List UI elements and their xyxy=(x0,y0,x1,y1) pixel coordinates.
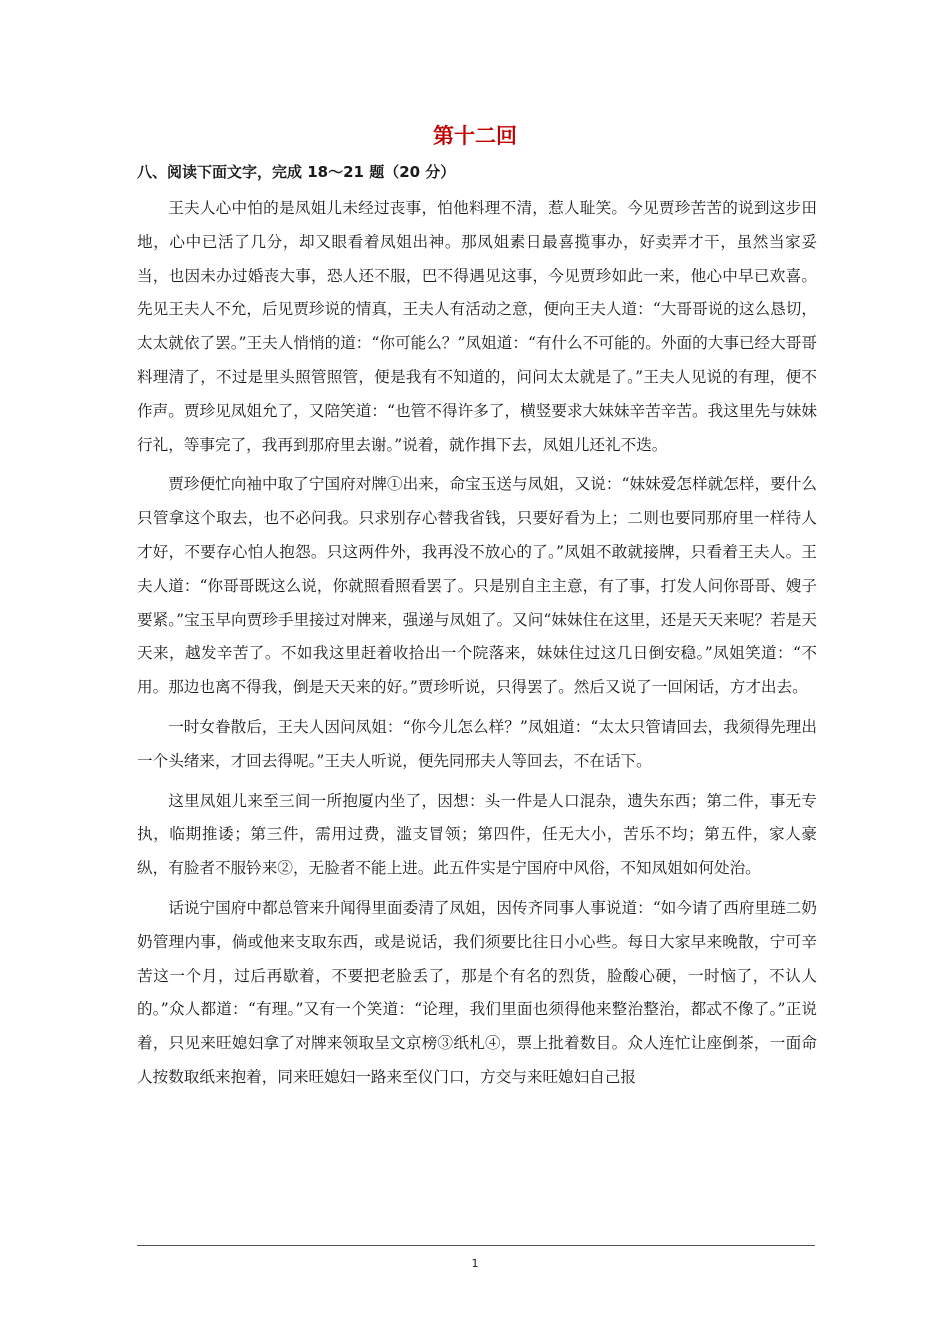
paragraph: 话说宁国府中都总管来升闻得里面委清了凤姐，因传齐同事人事说道：“如今请了西府里琏二奶奶管理内事，倘或他来支取东西，或是说话，我们须要比往日小心些。每日大家早来晚散，宁可辛苦这一个月，过后再歇着，不要把老脸丢了，那是个有名的烈货，脸酸心硬，一时恼了，不认人的。”众人都道：“有理。”又有一个笑道：“论理，我们里面也须得他来整治整治，都忒不像了。”正说着，只见来旺媳妇拿了对牌来领取呈文京榜③纸札④，票上批着数目。众人连忙让座倒茶，一面命人按数取纸来抱着，同来旺媳妇一路来至仪门口，方交与来旺媳妇自己报 xyxy=(137,898,817,1086)
paragraph: 贾珍便忙向袖中取了宁国府对牌①出来，命宝玉送与凤姐，又说：“妹妹爱怎样就怎样，要什么只管拿这个取去，也不必问我。只求别存心替我省钱，只要好看为上；二则也要同那府里一样待人才好，不要存心怕人抱怨。只这两件外，我再没不放心的了。”凤姐不敢就接牌，只看着王夫人。王夫人道：“你哥哥既这么说，你就照看照看罢了。只是别自主主意，有了事，打发人问你哥哥、嫂子要紧。”宝玉早向贾珍手里接过对牌来，强递与凤姐了。又问“妹妹住在这里，还是天天来呢？若是天天来，越发辛苦了。不如我这里赶着收拾出一个院落来，妹妹住过这几日倒安稳。”凤姐笑道：“不用。那边也离不得我，倒是天天来的好。”贾珍听说，只得罢了。然后又说了一回闲话，方才出去。 xyxy=(137,475,817,697)
question-heading: 八、阅读下面文字，完成 18～21 题（20 分） xyxy=(137,163,456,181)
footer-divider xyxy=(137,1245,815,1246)
page-number: 1 xyxy=(471,1257,479,1270)
passage-body xyxy=(137,192,817,1101)
paragraph: 这里凤姐儿来至三间一所抱厦内坐了，因想：头一件是人口混杂，遗失东西；第二件，事无专执，临期推诿；第三件，需用过费，滥支冒领；第四件，任无大小，苦乐不均；第五件，家人豪纵，有脸者不服钤来②，无脸者不能上进。此五件实是宁国府中风俗，不知凤姐如何处治。 xyxy=(137,791,817,878)
paragraph: 一时女眷散后，王夫人因问凤姐：“你今儿怎么样？”凤姐道：“太太只管请回去，我须得先理出一个头绪来，才回去得呢。”王夫人听说，便先同邢夫人等回去，不在话下。 xyxy=(137,717,817,770)
paragraph: 王夫人心中怕的是凤姐儿未经过丧事，怕他料理不清，惹人耻笑。今见贾珍苦苦的说到这步田地，心中已活了几分，却又眼看着凤姐出神。那凤姐素日最喜揽事办，好卖弄才干，虽然当家妥当，也因未办过婚丧大事，恐人还不服，巴不得遇见这事，今见贾珍如此一来，他心中早已欢喜。先见王夫人不允，后见贾珍说的情真，王夫人有活动之意，便向王夫人道：“大哥哥说的这么恳切，太太就依了罢。”王夫人悄悄的道：“你可能么？”凤姐道：“有什么不可能的。外面的大事已经大哥哥料理清了，不过是里头照管照管，便是我有不知道的，问问太太就是了。”王夫人见说的有理，便不作声。贾珍见凤姐允了，又陪笑道：“也管不得许多了，横竖要求大妹妹辛苦辛苦。我这里先与妹妹行礼，等事完了，我再到那府里去谢。”说着，就作揖下去，凤姐儿还礼不迭。 xyxy=(137,199,817,454)
chapter-title: 第十二回 xyxy=(433,124,517,148)
